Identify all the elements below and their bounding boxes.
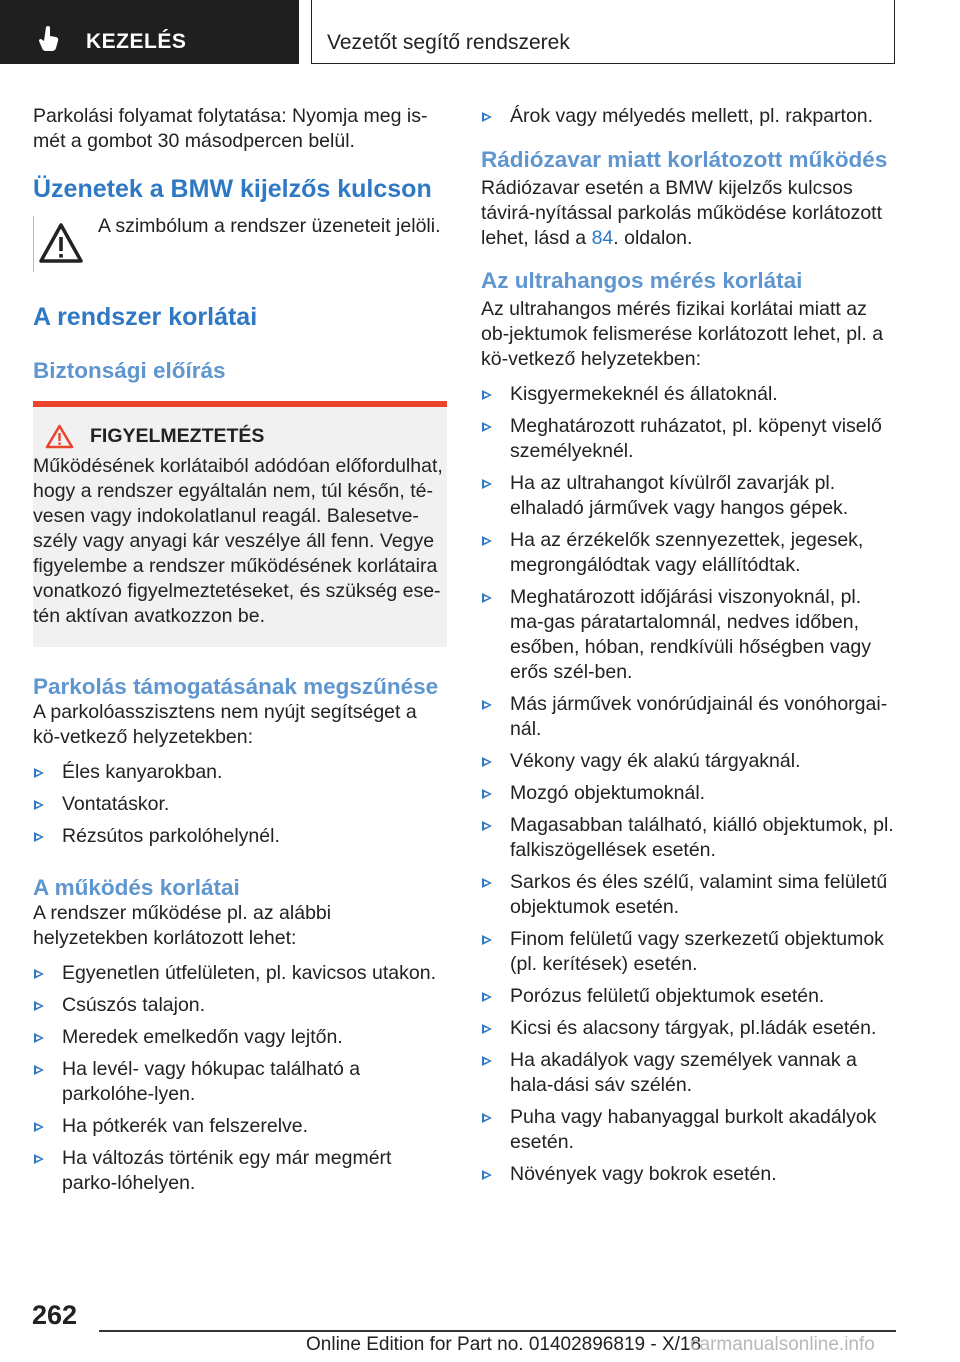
page-link[interactable]: 84 (591, 227, 614, 249)
heading-messages: Üzenetek a BMW kijelzős kulcson (33, 175, 432, 203)
list-item: Meghatározott ruházatot, pl. köpenyt viselő személyeknél. (481, 414, 896, 464)
list-item: Ha akadályok vagy személyek vannak a hala-dási sáv szélén. (481, 1048, 896, 1098)
chapter-header (311, 0, 895, 64)
warning-text: Működésének korlátaiból adódóan előfordulhat, hogy a rendszer egyáltalán nem, túl későn, té-vesen vagy indokolatlanul reagál. Balesetve-szély vagy anyagi kár veszélye áll fenn. Vegye figyelembe a rendszer működésének korlátaira vonatkozó figyelmeztetéseket, és szükség ese-tén aktívan avatkozzon be. (33, 455, 443, 627)
ultra-text: Az ultrahangos mérés fizikai korlátai miatt az ob-jektumok felismerése korlátozott lehet, pl. a kö-vetkező helyzetekben: (481, 298, 884, 370)
list-item: Növények vagy bokrok esetén. (481, 1162, 896, 1187)
top-list (481, 104, 896, 129)
list-item: Ha változás történik egy már megmért parko-lóhelyen. (33, 1146, 447, 1196)
cease-text: A parkolóasszisztens nem nyújt segítséget a kö-vetkező helyzetekben: (33, 701, 417, 748)
list-item: Vontatáskor. (33, 792, 447, 817)
chapter-title: Vezetőt segítő rendszerek (327, 31, 570, 54)
list-item: Kicsi és alacsony tárgyak, pl.ládák esetén. (481, 1016, 896, 1041)
heading-cease: Parkolás támogatásának megszűnése (33, 674, 439, 699)
footer-rule (99, 1330, 896, 1332)
list-item: Egyenetlen útfelületen, pl. kavicsos utakon. (33, 961, 447, 986)
warning-triangle-icon (37, 220, 85, 268)
intro-text: Parkolási folyamat folytatása: Nyomja meg is-mét a gombot 30 másodpercen belül. (33, 105, 428, 152)
list-item: Ha az ultrahangot kívülről zavarják pl. elhaladó járművek vagy hangos gépek. (481, 471, 896, 521)
list-item: Puha vagy habanyaggal burkolt akadályok esetén. (481, 1105, 896, 1155)
list-item: Finom felületű vagy szerkezetű objektumok (pl. kerítések) esetén. (481, 927, 896, 977)
list-item: Magasabban található, kiálló objektumok, pl. falkiszögellések esetén. (481, 813, 896, 863)
list-item: Más járművek vonórúdjainál és vonóhorgai-nál. (481, 692, 896, 742)
radio-text: Rádiózavar esetén a BMW kijelzős kulcsos távirá-nyítással parkolás működése korlátozott lehet, lásd a 84. oldalon. (481, 177, 883, 249)
list-item: Meghatározott időjárási viszonyoknál, pl. ma-gas páratartalomnál, nedves időben, esőben, hóban, rendkívüli hőségben vagy erős szél-ben. (481, 585, 896, 685)
warning-icon (45, 424, 74, 449)
edition-text: Online Edition for Part no. 01402896819 - X/18 (306, 1334, 702, 1355)
section-tab (0, 0, 299, 64)
watermark: carmanualsonline.info (690, 1334, 875, 1355)
warning-box (33, 401, 447, 647)
heading-func: A működés korlátai (33, 875, 240, 900)
messages-text: A szimbólum a rendszer üzeneteit jelöli. (98, 215, 441, 237)
heading-limits: A rendszer korlátai (33, 303, 258, 331)
cease-list (33, 760, 447, 849)
page-number: 262 (32, 1300, 78, 1330)
heading-ultra: Az ultrahangos mérés korlátai (481, 268, 803, 293)
list-item: Éles kanyarokban. (33, 760, 447, 785)
left-column (33, 104, 447, 1203)
warning-title: FIGYELMEZTETÉS (90, 425, 265, 447)
func-list (33, 961, 447, 1196)
list-item: Porózus felületű objektumok esetén. (481, 984, 896, 1009)
func-text: A rendszer működése pl. az alábbi helyzetekben korlátozott lehet: (33, 902, 332, 949)
list-item: Sarkos és éles szélű, valamint sima felületű objektumok esetén. (481, 870, 896, 920)
list-item: Rézsútos parkolóhelynél. (33, 824, 447, 849)
list-item: Meredek emelkedőn vagy lejtőn. (33, 1025, 447, 1050)
warning-symbol (33, 216, 85, 272)
heading-safety: Biztonsági előírás (33, 358, 226, 383)
list-item: Ha levél- vagy hókupac található a parkolóhe-lyen. (33, 1057, 447, 1107)
list-item: Kisgyermekeknél és állatoknál. (481, 382, 896, 407)
hand-pointer-icon (38, 25, 62, 51)
list-item: Mozgó objektumoknál. (481, 781, 896, 806)
list-item: Csúszós talajon. (33, 993, 447, 1018)
section-label: KEZELÉS (86, 30, 187, 53)
list-item: Árok vagy mélyedés mellett, pl. rakparton. (481, 104, 896, 129)
list-item: Ha pótkerék van felszerelve. (33, 1114, 447, 1139)
ultra-list (481, 382, 896, 1187)
heading-radio: Rádiózavar miatt korlátozott működés (481, 147, 888, 172)
right-column (481, 104, 896, 1194)
list-item: Vékony vagy ék alakú tárgyaknál. (481, 749, 896, 774)
list-item: Ha az érzékelők szennyezettek, jegesek, megrongálódtak vagy elállítódtak. (481, 528, 896, 578)
